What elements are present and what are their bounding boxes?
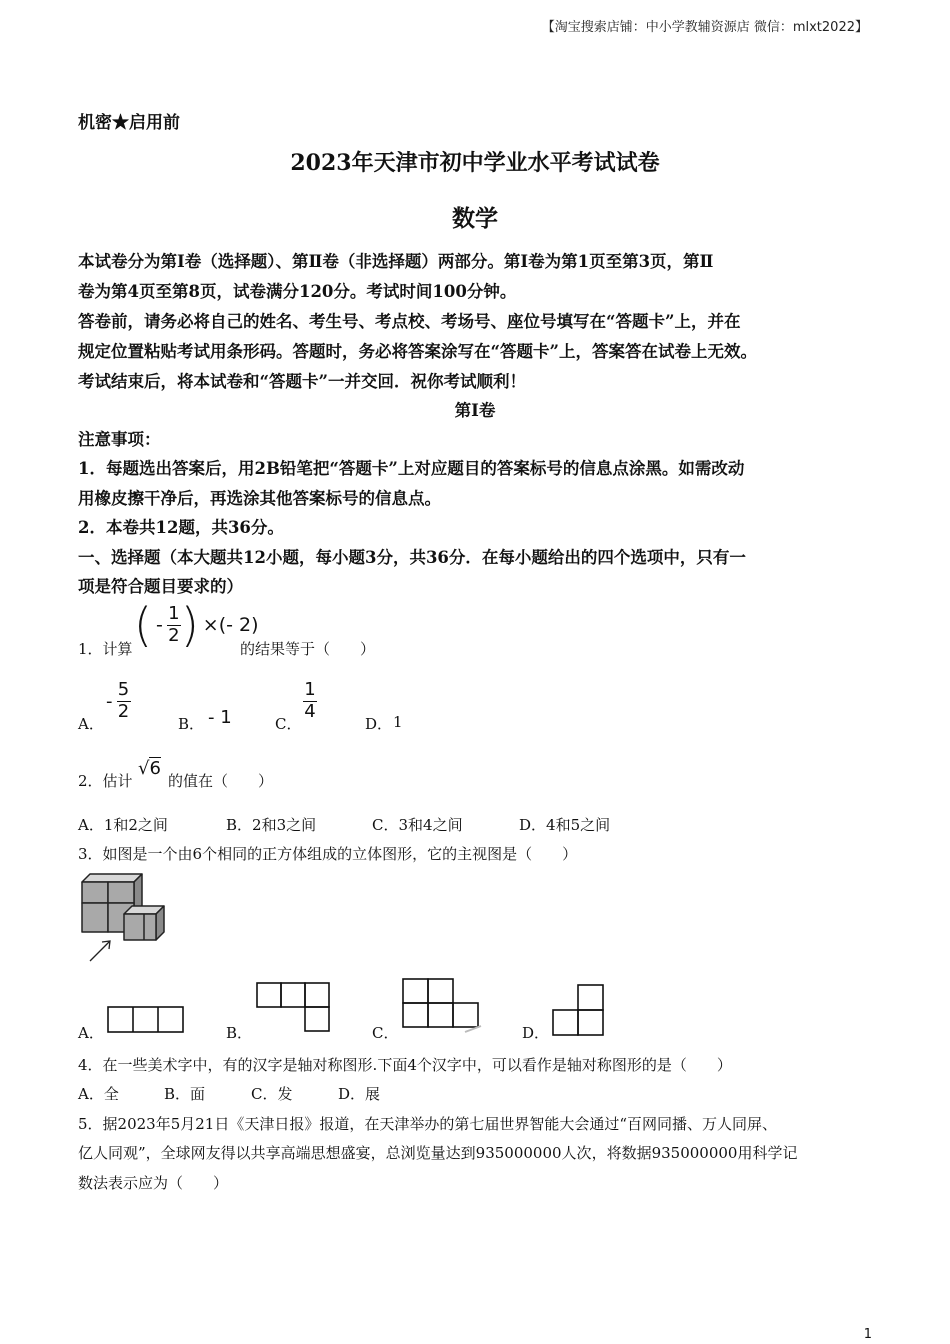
intro-line: 考试结束后，将本试卷和“答题卡”一并交回．祝你考试顺利！ bbox=[78, 372, 526, 391]
q1-prefix: 1．计算 bbox=[78, 640, 133, 658]
frac-den: 2 bbox=[117, 700, 130, 722]
q2-option-b: B．2和3之间 bbox=[226, 816, 317, 834]
front-view-b-icon[interactable] bbox=[255, 981, 333, 1035]
q1-option-d-label: D． bbox=[365, 715, 393, 733]
front-view-d-icon[interactable] bbox=[551, 983, 607, 1037]
q1-option-b-label: B． bbox=[178, 715, 205, 733]
q1-option-a-label: A． bbox=[78, 715, 104, 733]
q1-fraction bbox=[167, 604, 181, 646]
page-number: 1 bbox=[863, 1327, 872, 1342]
q4-option-b: B．面 bbox=[164, 1085, 206, 1103]
notes-title: 注意事项： bbox=[78, 430, 161, 449]
option-sign: - bbox=[106, 690, 113, 712]
intro-line: 本试卷分为第Ⅰ卷（选择题）、第Ⅱ卷（非选择题）两部分。第Ⅰ卷为第1页至第3页，第Ⅱ bbox=[78, 252, 714, 271]
frac-num: 5 bbox=[117, 679, 130, 700]
right-paren: ) bbox=[180, 598, 199, 652]
q3-option-d-label: D． bbox=[522, 1024, 550, 1042]
intro-line: 答卷前，请务必将自己的姓名、考生号、考点校、考场号、座位号填写在“答题卡”上，并在 bbox=[78, 312, 741, 331]
volume-title: 第Ⅰ卷 bbox=[454, 401, 496, 420]
q3-option-b-label: B． bbox=[226, 1024, 253, 1042]
q1-factor: (- 2) bbox=[218, 614, 259, 636]
q1-option-a bbox=[106, 680, 131, 722]
note-line: 2．本卷共12题，共36分。 bbox=[78, 518, 284, 537]
times-sign: × bbox=[202, 614, 219, 636]
option-fraction bbox=[303, 680, 317, 722]
sqrt-icon: √ bbox=[138, 758, 150, 779]
q2-suffix: 的值在（ ） bbox=[168, 772, 274, 790]
q4-stem: 4．在一些美术字中，有的汉字是轴对称图形.下面4个汉字中，可以看作是轴对称图形的是（ ） bbox=[78, 1056, 732, 1074]
solid-figure-icon bbox=[78, 872, 170, 964]
front-view-c-icon[interactable] bbox=[401, 976, 485, 1034]
q1-suffix: 的结果等于（ ） bbox=[240, 640, 376, 658]
q2-sqrt bbox=[138, 758, 161, 779]
section-line: 一、选择题（本大题共12小题，每小题3分，共36分．在每小题给出的四个选项中，只有一 bbox=[78, 548, 746, 567]
left-paren: ( bbox=[134, 598, 152, 652]
note-line: 用橡皮擦干净后，再选涂其他答案标号的信息点。 bbox=[78, 489, 441, 508]
q1-option-c bbox=[303, 680, 317, 722]
q4-option-a: A．全 bbox=[78, 1085, 119, 1103]
header-note: 【淘宝搜索店铺：中小学教辅资源店 微信：mlxt2022】 bbox=[541, 20, 868, 35]
q5-line: 5．据2023年5月21日《天津日报》报道，在天津举办的第七届世界智能大会通过“百网同播、万人同屏、 bbox=[78, 1115, 778, 1133]
q2-option-a: A．1和2之间 bbox=[78, 816, 168, 834]
frac-num: 1 bbox=[304, 679, 316, 700]
front-view-a-icon[interactable] bbox=[106, 1004, 186, 1034]
q4-option-c: C．发 bbox=[251, 1085, 293, 1103]
intro-line: 规定位置粘贴考试用条形码。答题时，务必将答案涂写在“答题卡”上，答案答在试卷上无效。 bbox=[78, 342, 757, 361]
q1-option-b: - 1 bbox=[208, 707, 232, 728]
frac-den: 2 bbox=[168, 624, 180, 646]
q1-option-c-label: C． bbox=[275, 715, 302, 733]
q2-option-d: D．4和5之间 bbox=[519, 816, 611, 834]
intro-line: 卷为第4页至第8页，试卷满分120分。考试时间100分钟。 bbox=[78, 282, 517, 301]
confidential-label: 机密★启用前 bbox=[78, 113, 180, 133]
radicand: 6 bbox=[149, 758, 161, 779]
q2-prefix: 2．估计 bbox=[78, 772, 133, 790]
option-fraction bbox=[117, 680, 131, 722]
q3-option-c-label: C． bbox=[372, 1024, 399, 1042]
frac-num: 1 bbox=[168, 602, 180, 624]
frac-den: 4 bbox=[304, 700, 316, 722]
section-line: 项是符合题目要求的） bbox=[78, 577, 243, 596]
q3-stem: 3．如图是一个由6个相同的正方体组成的立体图形，它的主视图是（ ） bbox=[78, 845, 578, 863]
q5-line: 数法表示应为（ ） bbox=[78, 1174, 229, 1192]
subject-title: 数学 bbox=[452, 205, 498, 232]
exam-title: 2023年天津市初中学业水平考试试卷 bbox=[290, 150, 660, 176]
note-line: 1．每题选出答案后，用2B铅笔把“答题卡”上对应题目的答案标号的信息点涂黑。如需改动 bbox=[78, 459, 745, 478]
q1-sign: - bbox=[155, 614, 163, 636]
q1-option-d: 1 bbox=[393, 713, 403, 731]
q3-option-a-label: A． bbox=[78, 1024, 104, 1042]
q5-line: 亿人同观”，全球网友得以共享高端思想盛宴，总浏览量达到935000000人次，将数据935000000用科学记 bbox=[78, 1144, 798, 1162]
q4-option-d: D．展 bbox=[338, 1085, 381, 1103]
q2-option-c: C．3和4之间 bbox=[372, 816, 463, 834]
